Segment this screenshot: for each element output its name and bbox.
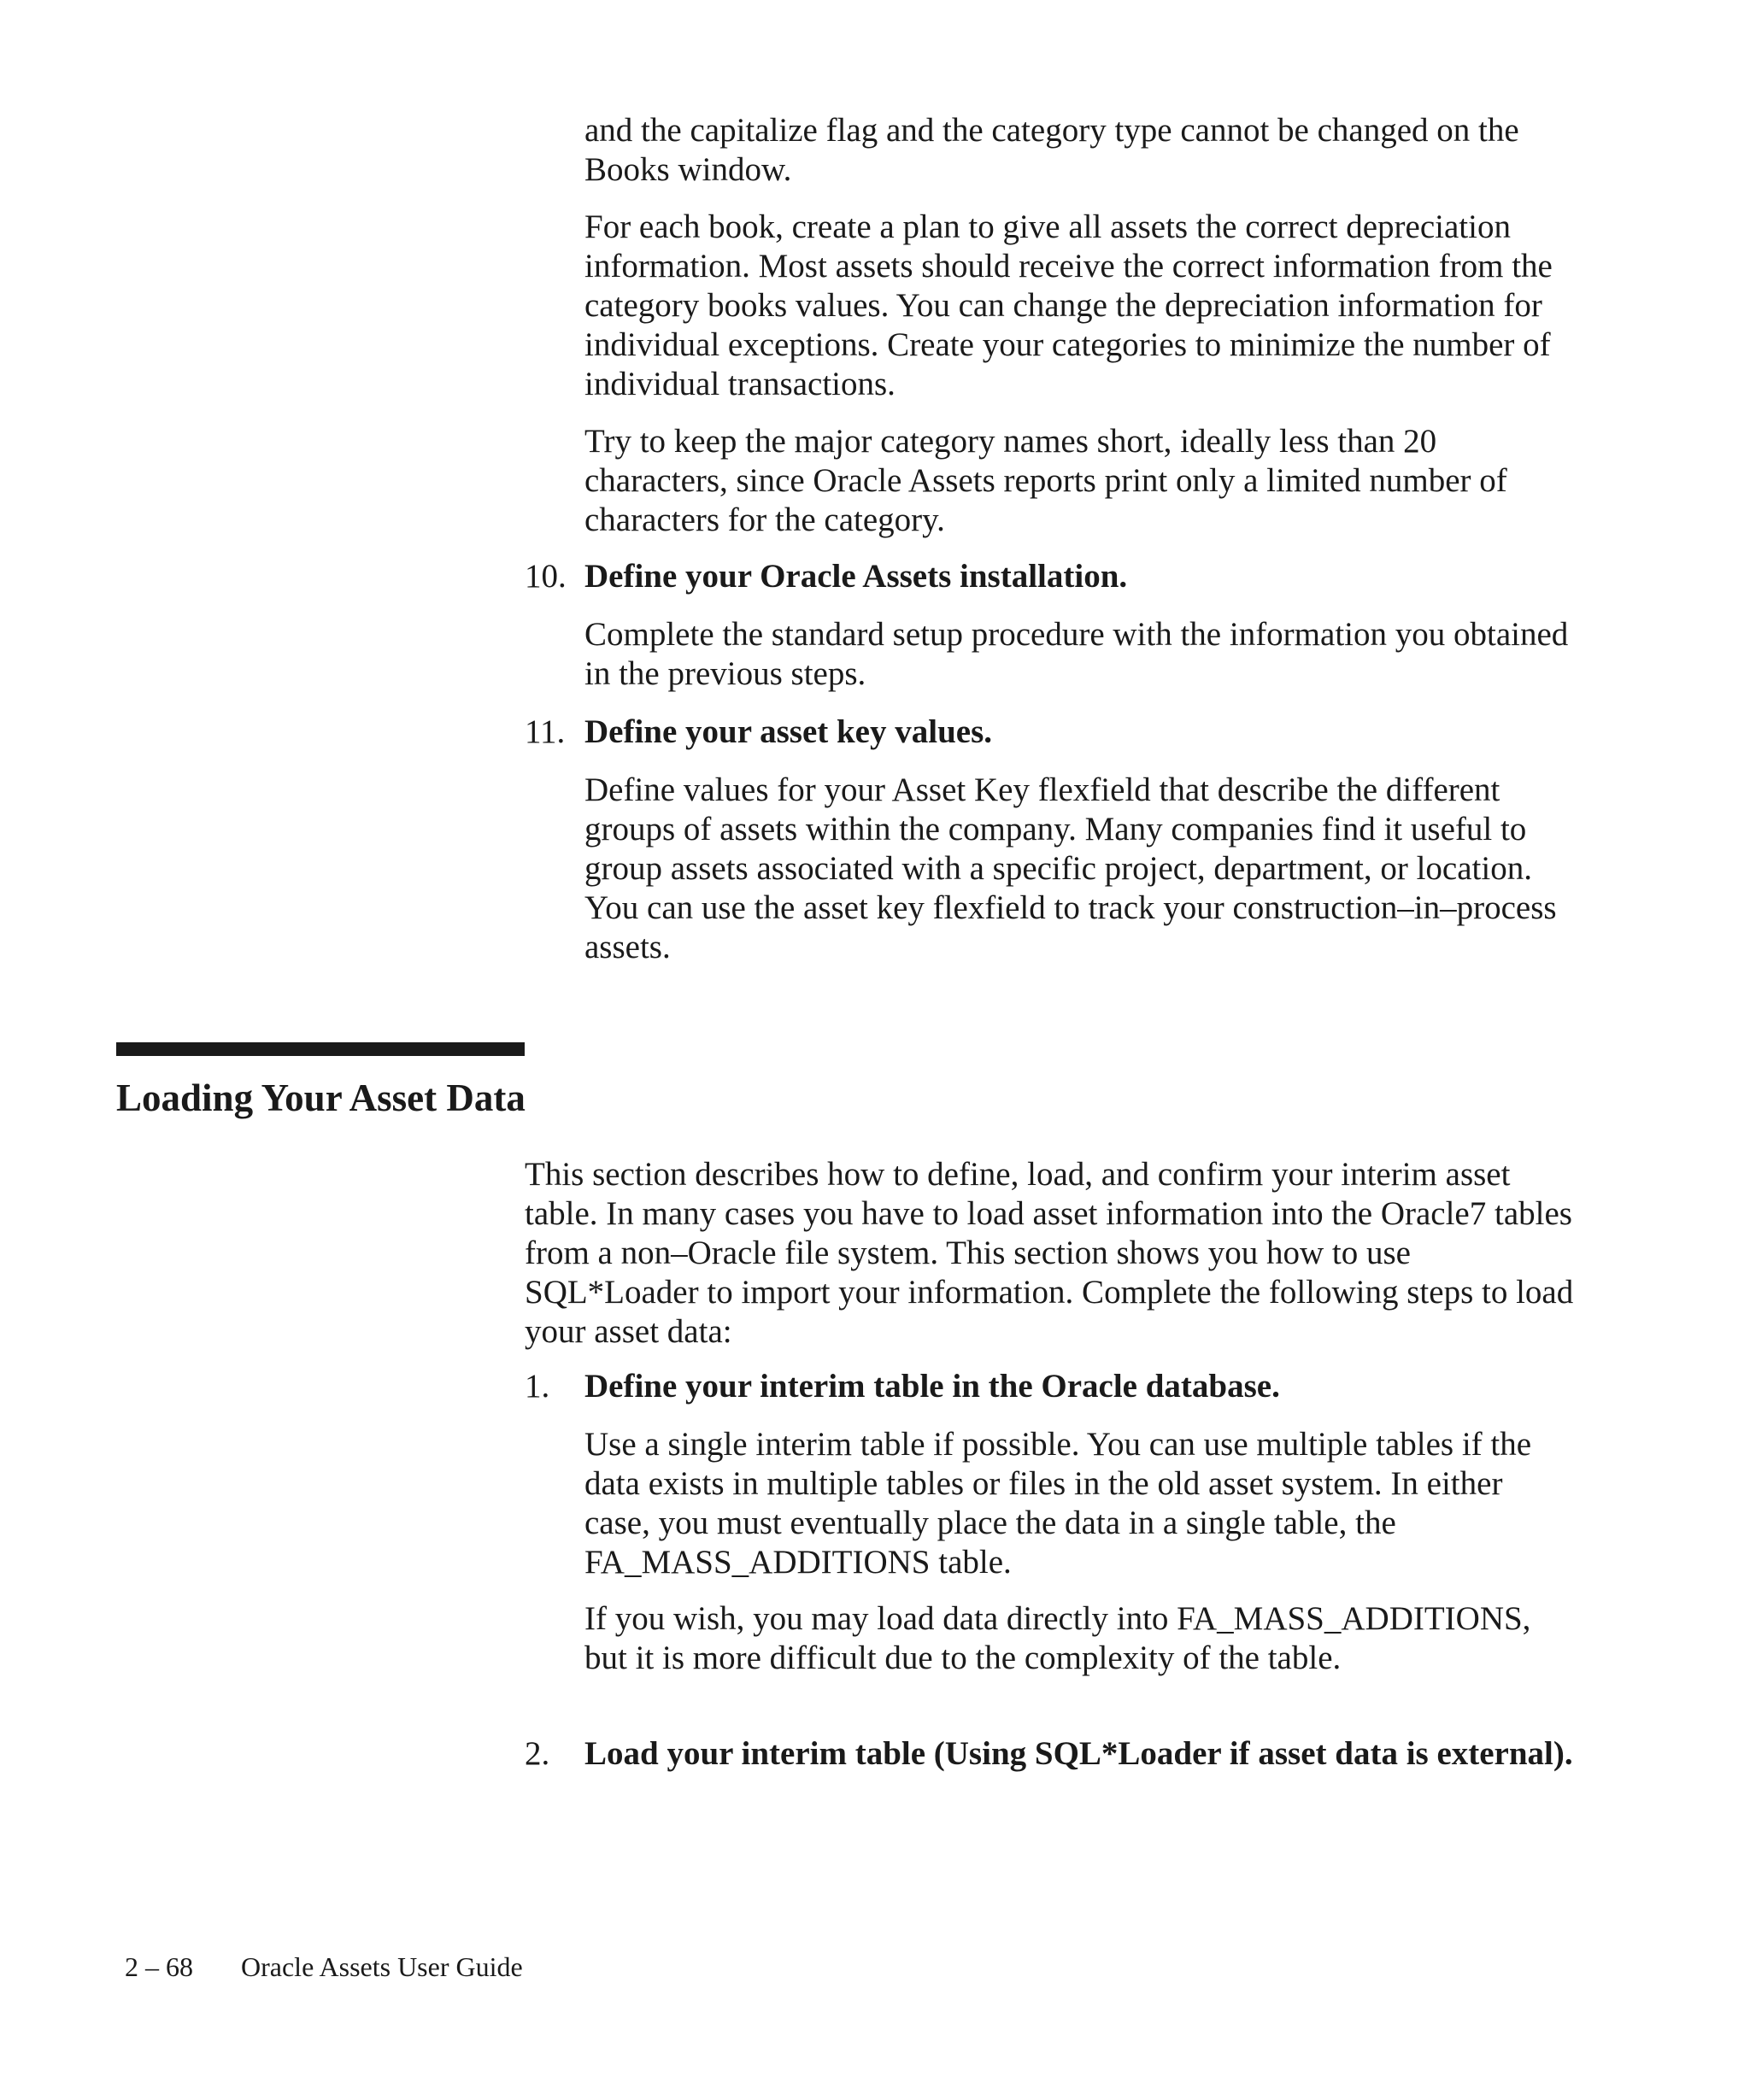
load-step-2-heading [525, 1734, 1576, 1774]
section-title: Loading Your Asset Data [116, 1076, 526, 1119]
step-number: 2. [525, 1735, 550, 1772]
step-heading-text: Define your Oracle Assets installation. [584, 558, 1128, 595]
step-number: 11. [525, 713, 566, 750]
step-number: 10. [525, 558, 567, 595]
depreciation-plan-paragraph: For each book, create a plan to give all assets the correct depreciation information. Most assets should receive the correct information from the category books values. You can change the depreciation information for individual exceptions. Create your categories to minimize the number of individual transactions. [584, 208, 1553, 402]
section-rule [116, 1042, 525, 1056]
book-title: Oracle Assets User Guide [241, 1951, 523, 1982]
step-11-heading [525, 713, 1576, 752]
step-10-body: Complete the standard setup procedure with the information you obtained in the previous steps. [584, 616, 1569, 692]
step-heading-text: Define your interim table in the Oracle database. [584, 1368, 1280, 1405]
page-number: 2 – 68 [125, 1951, 193, 1982]
load-step-1-heading [525, 1367, 1576, 1406]
step-heading-text: Define your asset key values. [584, 713, 993, 750]
continuation-paragraph: and the capitalize flag and the category type cannot be changed on the Books window. [584, 112, 1519, 188]
step-11-body: Define values for your Asset Key flexfield that describe the different groups of assets within the company. Many companies find it useful to group assets associated with a specific project, department, or location. You can use the asset key flexfield to track your construction–in–process assets. [584, 771, 1557, 965]
step-heading-text: Load your interim table (Using SQL*Loader if asset data is external). [584, 1735, 1573, 1772]
section-intro: This section describes how to define, load, and confirm your interim asset table. In many cases you have to load asset information into the Oracle7 tables from a non–Oracle file system. This section shows you how to use SQL*Loader to import your information. Complete the following steps to load your asset data: [525, 1156, 1574, 1350]
step-number: 1. [525, 1368, 550, 1405]
load-step-1-body: Use a single interim table if possible. You can use multiple tables if the data exists in multiple tables or files in the old asset system. In either case, you must eventually place the data in a single table, the FA_MASS_ADDITIONS table. [584, 1426, 1532, 1581]
step-10-heading [525, 557, 1576, 596]
category-names-paragraph: Try to keep the major category names short, ideally less than 20 characters, since Oracle Assets reports print only a limited number of characters for the category. [584, 423, 1507, 538]
load-step-1-note: If you wish, you may load data directly into FA_MASS_ADDITIONS, but it is more difficult due to the complexity of the table. [584, 1600, 1531, 1676]
